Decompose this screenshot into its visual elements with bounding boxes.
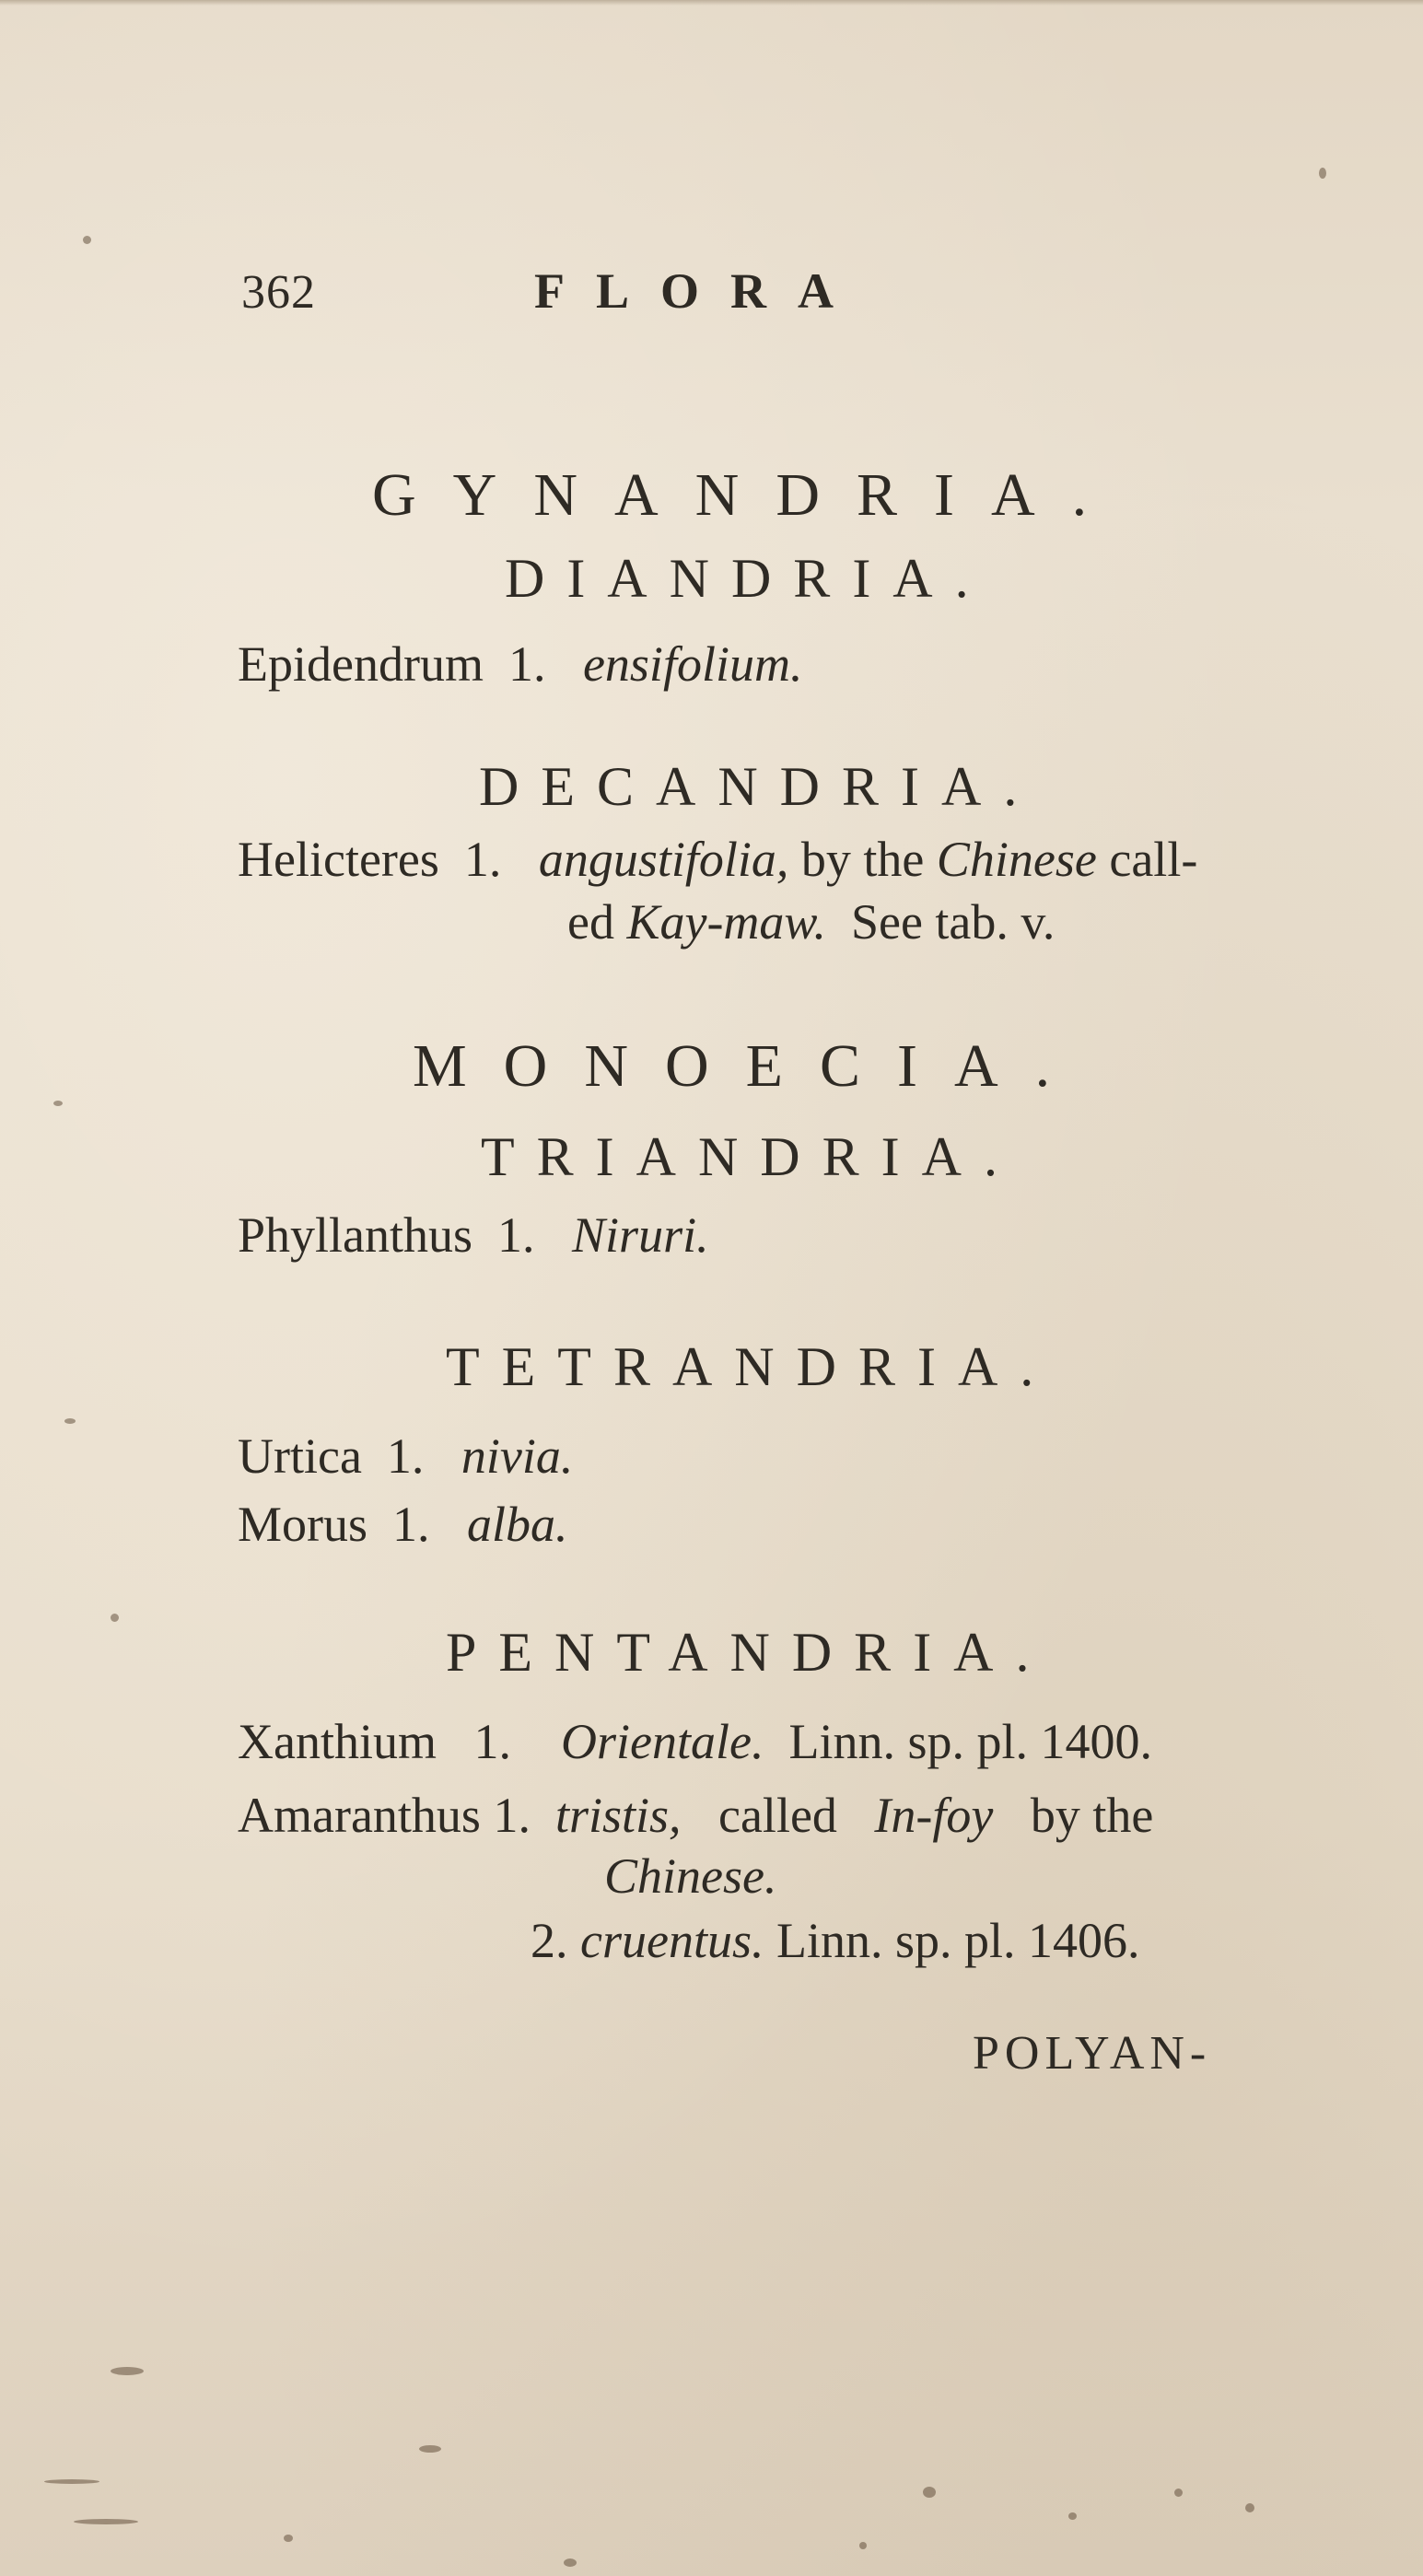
note-text: called (718, 1788, 837, 1843)
note-kaymaw: Kay-maw. (626, 894, 826, 950)
running-head: FLORA (534, 263, 865, 319)
species-number: 1. (507, 636, 546, 692)
note-text: by the (1030, 1788, 1154, 1843)
paper-speck (83, 236, 91, 244)
reference: Linn. sp. pl. 1400. (788, 1714, 1152, 1769)
entry-urtica (238, 1428, 573, 1485)
order-heading-triandria: TRIANDRIA. (481, 1126, 1020, 1187)
paper-speck (111, 1614, 119, 1622)
species-name: cruentus. (580, 1913, 764, 1968)
genus-name: Epidendrum (238, 636, 484, 692)
paper-speck (284, 2535, 293, 2542)
genus-name: Helicteres (238, 832, 439, 887)
reference: Linn. sp. pl. 1406. (776, 1913, 1140, 1968)
entry-epidendrum (238, 635, 802, 693)
page-top-edge (0, 0, 1423, 6)
paper-speck (1068, 2512, 1077, 2520)
species-number: 1. (386, 1428, 425, 1484)
species-number: 1. (493, 1788, 531, 1843)
species-number: 1. (463, 832, 502, 887)
entry-helicteres-line-2 (567, 893, 1055, 950)
class-heading-gynandria: GYNANDRIA. (372, 461, 1125, 529)
species-number: 2. (531, 1913, 568, 1968)
note-chinese: Chinese (936, 832, 1097, 887)
entry-amaranthus-line-1 (238, 1787, 1153, 1844)
page-number: 362 (241, 266, 316, 319)
paper-speck (44, 2479, 99, 2484)
species-name: tristis, (554, 1788, 682, 1843)
order-heading-decandria: DECANDRIA. (479, 756, 1040, 817)
species-name: angustifolia, (538, 832, 789, 887)
genus-name: Phyllanthus (238, 1207, 473, 1263)
species-number: 1. (473, 1714, 511, 1769)
note-chinese: Chinese. (604, 1848, 777, 1904)
note-infoy: In-foy (874, 1788, 994, 1843)
species-name: alba. (467, 1497, 568, 1552)
paper-speck (1245, 2503, 1254, 2512)
paper-speck (419, 2445, 441, 2453)
genus-name: Morus (238, 1497, 368, 1552)
species-name: nivia. (461, 1428, 574, 1484)
note-text: call- (1109, 832, 1198, 887)
paper-speck (564, 2559, 577, 2567)
paper-speck (1319, 168, 1326, 179)
catchword: POLYAN- (973, 2027, 1212, 2080)
entry-helicteres-line-1 (238, 831, 1197, 888)
paper-speck (859, 2542, 867, 2549)
note-text: by the (800, 832, 925, 887)
note-text: See tab. v. (850, 894, 1056, 950)
species-name: Orientale. (560, 1714, 764, 1769)
order-heading-tetrandria: TETRANDRIA. (446, 1336, 1056, 1397)
species-name: Niruri. (572, 1207, 709, 1263)
species-number: 1. (392, 1497, 430, 1552)
species-name: ensifolium. (582, 636, 803, 692)
entry-amaranthus-line-2 (604, 1847, 776, 1905)
paper-speck (111, 2367, 144, 2375)
paper-speck (64, 1418, 76, 1424)
genus-name: Urtica (238, 1428, 362, 1484)
genus-name: Amaranthus (238, 1788, 481, 1843)
order-heading-diandria: DIANDRIA. (505, 548, 991, 609)
paper-speck (1174, 2489, 1183, 2497)
paper-speck (923, 2487, 936, 2498)
entry-phyllanthus (238, 1206, 709, 1264)
species-number: 1. (497, 1207, 535, 1263)
paper-speck (74, 2519, 138, 2524)
entry-xanthium (238, 1713, 1152, 1770)
order-heading-pentandria: PENTANDRIA. (446, 1622, 1052, 1683)
entry-amaranthus-line-3 (531, 1912, 1139, 1969)
entry-morus (238, 1496, 568, 1553)
genus-name: Xanthium (238, 1714, 437, 1769)
note-text: ed (567, 894, 614, 950)
paper-speck (53, 1101, 63, 1106)
class-heading-monoecia: MONOECIA. (413, 1032, 1088, 1100)
